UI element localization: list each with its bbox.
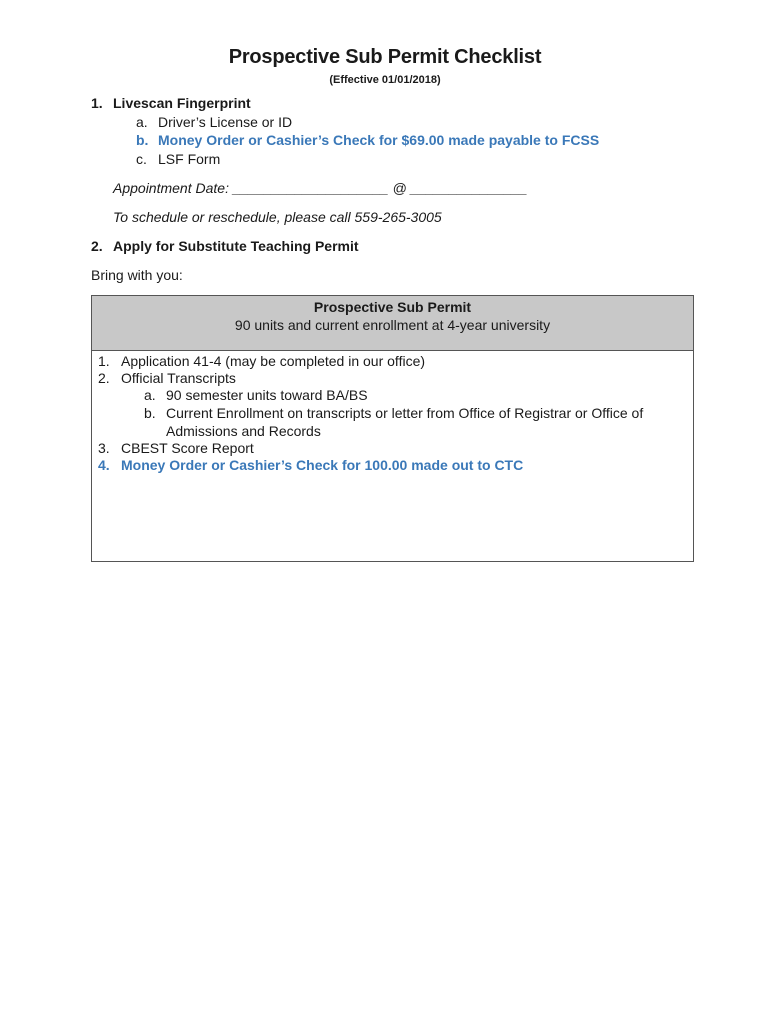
table-row-highlight: 4. Money Order or Cashier’s Check for 100.00 made out to CTC [98, 457, 524, 473]
list-item: a. Driver’s License or ID [136, 114, 293, 130]
list-item: c. LSF Form [136, 151, 221, 167]
table-header-subtitle: 90 units and current enrollment at 4-year university [234, 317, 551, 333]
table-row: a. 90 semester units toward BA/BS [144, 387, 368, 403]
effective-date: (Effective 01/01/2018) [329, 74, 441, 86]
table-row: 3. CBEST Score Report [98, 440, 254, 456]
table-row: b. Current Enrollment on transcripts or letter from Office of Registrar or Office of [144, 405, 644, 421]
section-1-heading [91, 94, 251, 112]
schedule-note: To schedule or reschedule, please call 559-265-3005 [113, 209, 442, 225]
bring-with-you: Bring with you: [91, 267, 183, 283]
section-1-number: 1. [91, 95, 103, 111]
table-row: 2. Official Transcripts [98, 370, 236, 386]
table-header-title: Prospective Sub Permit [313, 299, 472, 315]
page-title: Prospective Sub Permit Checklist [228, 46, 542, 68]
table-header [92, 296, 693, 351]
requirements-table [91, 295, 694, 562]
appointment-date-line: Appointment Date: ____________________ @ _______________ [113, 180, 528, 196]
section-2-number: 2. [91, 238, 103, 254]
section-2-heading [91, 237, 359, 255]
section-2-title: Apply for Substitute Teaching Permit [113, 238, 359, 254]
table-row: 1. Application 41-4 (may be completed in our office) [98, 353, 426, 369]
section-1-title: Livescan Fingerprint [113, 95, 251, 111]
table-row: Admissions and Records [166, 423, 321, 439]
list-item-highlight: b. Money Order or Cashier’s Check for $69.00 made payable to FCSS [136, 132, 600, 148]
